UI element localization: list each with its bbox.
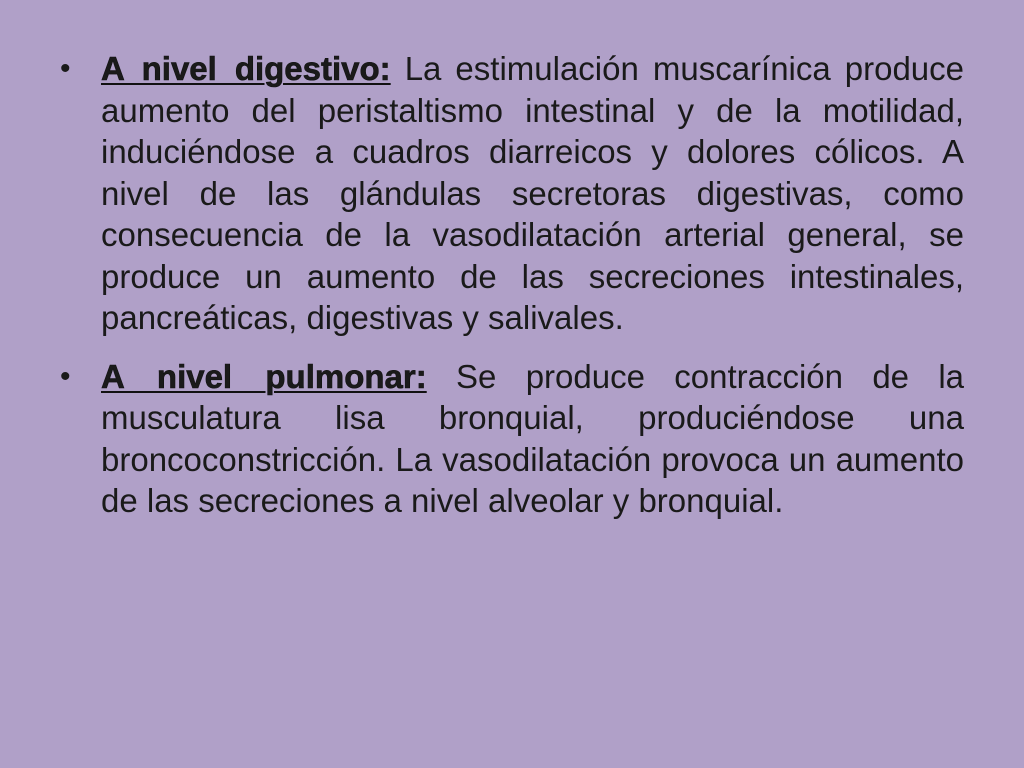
bullet-text: Se produce contracción de la musculatura lisa bronquial, produciéndose una broncoconstricción. La vasodilatación provoca un aumento de las secreciones a nivel alveolar y bronquial. (101, 357, 965, 519)
bullet-dot-icon: • (60, 52, 71, 85)
bullet-dot-icon: • (60, 359, 71, 393)
bullet-pulmonar (60, 356, 964, 522)
bullet-text: La estimulación muscarínica produce aumento del peristaltismo intestinal y de la motilidad, induciéndose a cuadros diarreicos y dolores cólicos. A nivel de las glándulas secretoras digestivas, como consecuencia de la vasodilatación arterial general, se produce un aumento de las secreciones intestinales, pancreáticas, digestivas y salivales. (101, 50, 965, 336)
bullet-list (60, 48, 964, 522)
bullet-heading: A nivel digestivo: (101, 50, 391, 87)
bullet-heading: A nivel pulmonar: (101, 357, 427, 395)
bullet-digestivo (60, 48, 964, 339)
